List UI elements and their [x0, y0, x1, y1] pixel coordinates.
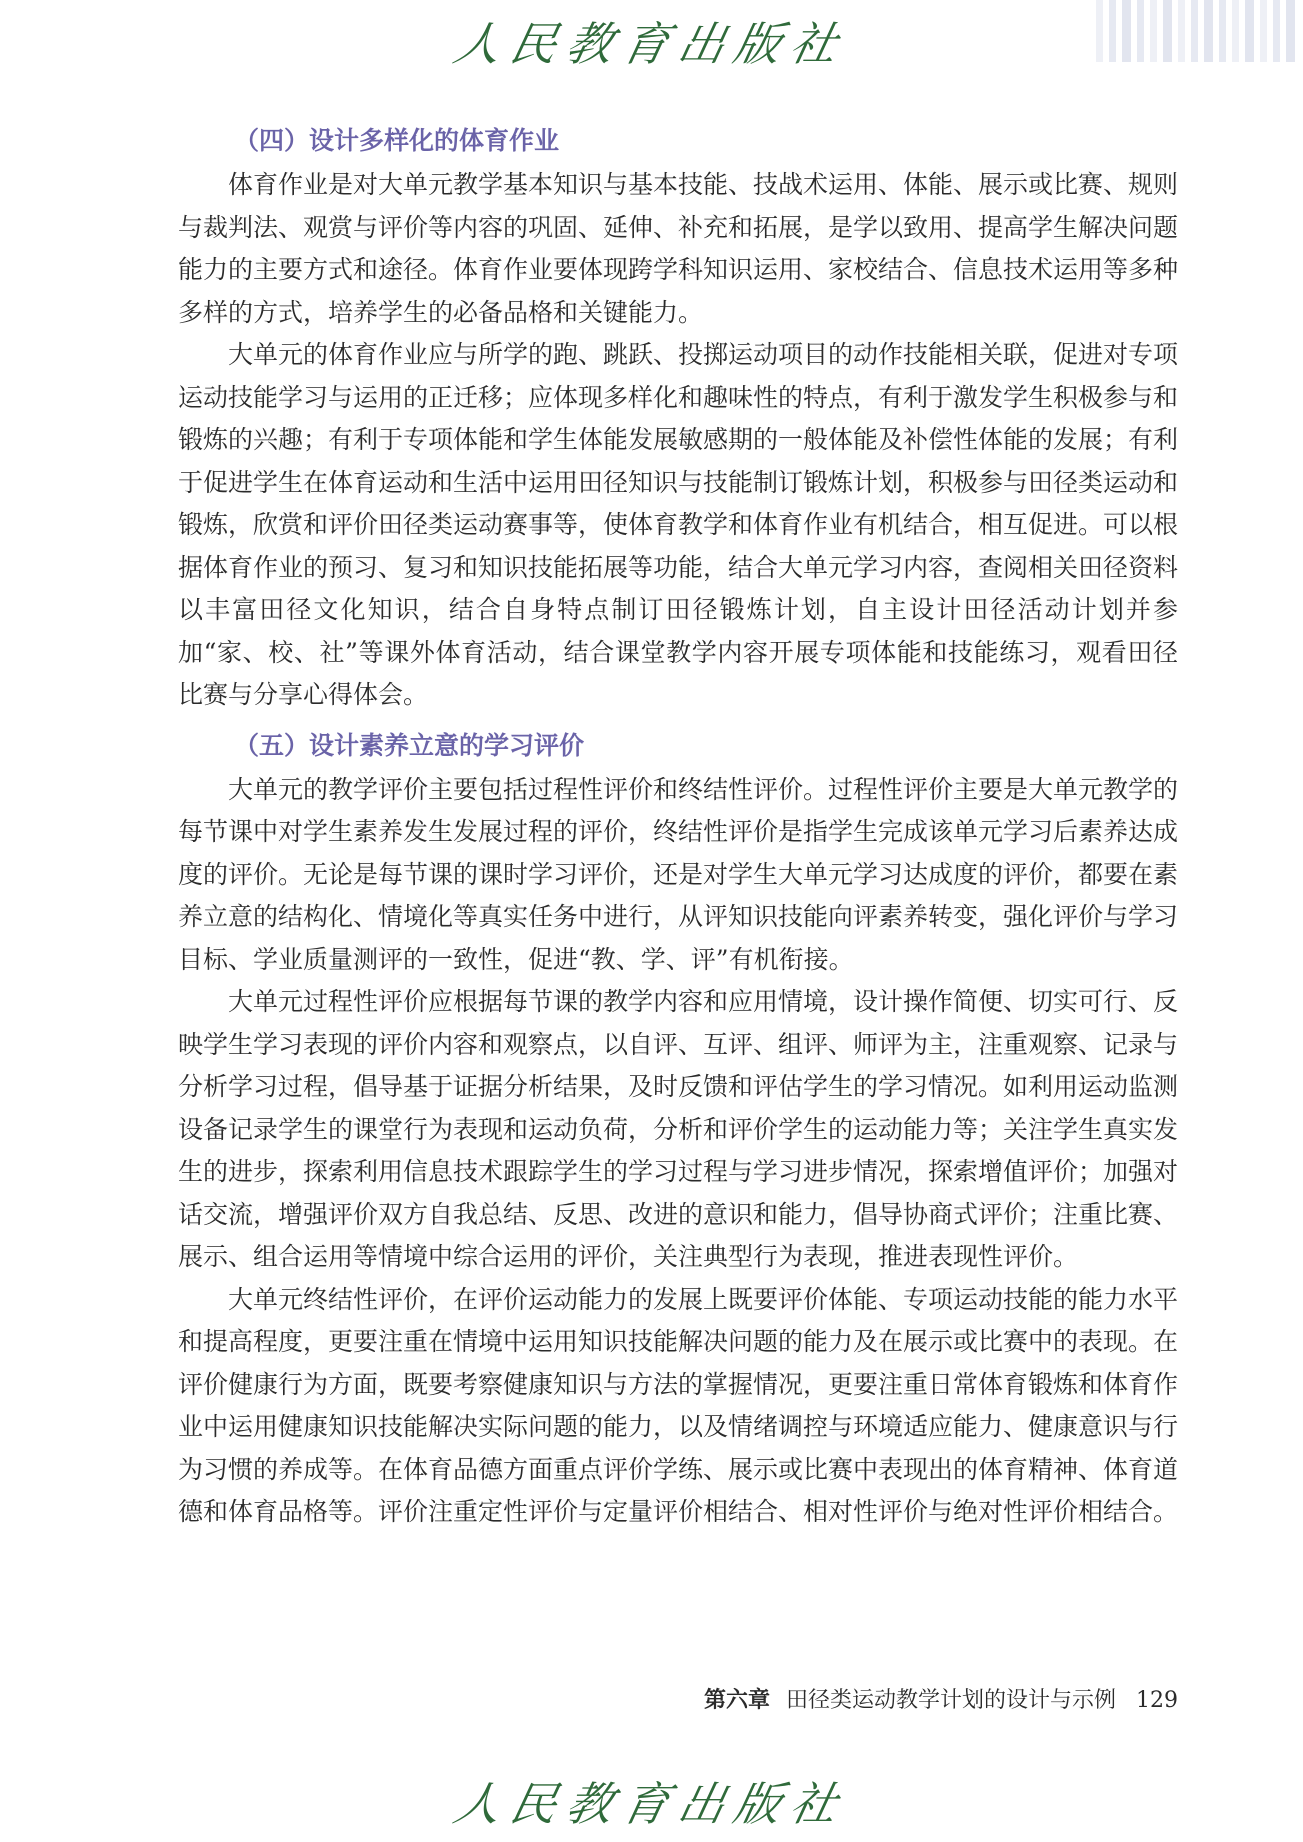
- publisher-logo-top: 人民教育出版社: [449, 17, 853, 71]
- section-5: [178, 723, 1178, 1534]
- paragraph: 体育作业是对大单元教学基本知识与基本技能、技战术运用、体能、展示或比赛、规则与裁判法、观赏与评价等内容的巩固、延伸、补充和拓展，是学以致用、提高学生解决问题能力的主要方式和途径。体育作业要体现跨学科知识运用、家校结合、信息技术运用等多种多样的方式，培养学生的必备品格和关键能力。: [178, 170, 1179, 327]
- paragraph: 大单元的教学评价主要包括过程性评价和终结性评价。过程性评价主要是大单元教学的每节课中对学生素养发生发展过程的评价，终结性评价是指学生完成该单元学习后素养达成度的评价。无论是每节课的课时学习评价，还是对学生大单元学习达成度的评价，都要在素养立意的结构化、情境化等真实任务中进行，从评知识技能向评素养转变，强化评价与学习目标、学业质量测评的一致性，促进“教、学、评”有机衔接。: [178, 774, 1179, 974]
- paragraph: 大单元的体育作业应与所学的跑、跳跃、投掷运动项目的动作技能相关联，促进对专项运动技能学习与运用的正迁移；应体现多样化和趣味性的特点，有利于激发学生积极参与和锻炼的兴趣；有利于专项体能和学生体能发展敏感期的一般体能及补偿性体能的发展；有利于促进学生在体育运动和生活中运用田径知识与技能制订锻炼计划，积极参与田径类运动和锻炼，欣赏和评价田径类运动赛事等，使体育教学和体育作业有机结合，相互促进。可以根据体育作业的预习、复习和知识技能拓展等功能，结合大单元学习内容，查阅相关田径资料以丰富田径文化知识，结合自身特点制订田径锻炼计划，自主设计田径活动计划并参加“家、校、社”等课外体育活动，结合课堂教学内容开展专项体能和技能练习，观看田径比赛与分享心得体会。: [178, 340, 1179, 709]
- section-heading: （五）设计素养立意的学习评价: [234, 730, 585, 760]
- paragraph: 大单元终结性评价，在评价运动能力的发展上既要评价体能、专项运动技能的能力水平和提高程度，更要注重在情境中运用知识技能解决问题的能力及在展示或比赛中的表现。在评价健康行为方面，既要考察健康知识与方法的掌握情况，更要注重日常体育锻炼和体育作业中运用健康知识技能解决实际问题的能力，以及情绪调控与环境适应能力、健康意识与行为习惯的养成等。在体育品德方面重点评价学练、展示或比赛中表现出的体育精神、体育道德和体育品格等。评价注重定性评价与定量评价相结合、相对性评价与绝对性评价相结合。: [178, 1284, 1179, 1526]
- main-content: [178, 118, 1178, 1534]
- publisher-logo-bottom: 人民教育出版社: [449, 1777, 853, 1831]
- section-heading: （四）设计多样化的体育作业: [234, 126, 560, 155]
- section-4: [178, 118, 1178, 717]
- paragraph: 大单元过程性评价应根据每节课的教学内容和应用情境，设计操作简便、切实可行、反映学生学习表现的评价内容和观察点，以自评、互评、组评、师评为主，注重观察、记录与分析学习过程，倡导基于证据分析结果，及时反馈和评估学生的学习情况。如利用运动监测设备记录学生的课堂行为表现和运动负荷，分析和评价学生的运动能力等；关注学生真实发生的进步，探索利用信息技术跟踪学生的学习过程与学习进步情况，探索增值评价；加强对话交流，增强评价双方自我总结、反思、改进的意识和能力，倡导协商式评价；注重比赛、展示、组合运用等情境中综合运用的评价，关注典型行为表现，推进表现性评价。: [178, 987, 1179, 1271]
- footer-chapter-title: 田径类运动教学计划的设计与示例: [785, 1688, 1116, 1713]
- page-footer: [0, 1683, 1178, 1714]
- page-number: 129: [1136, 1688, 1178, 1713]
- footer-chapter: 第六章: [703, 1688, 770, 1713]
